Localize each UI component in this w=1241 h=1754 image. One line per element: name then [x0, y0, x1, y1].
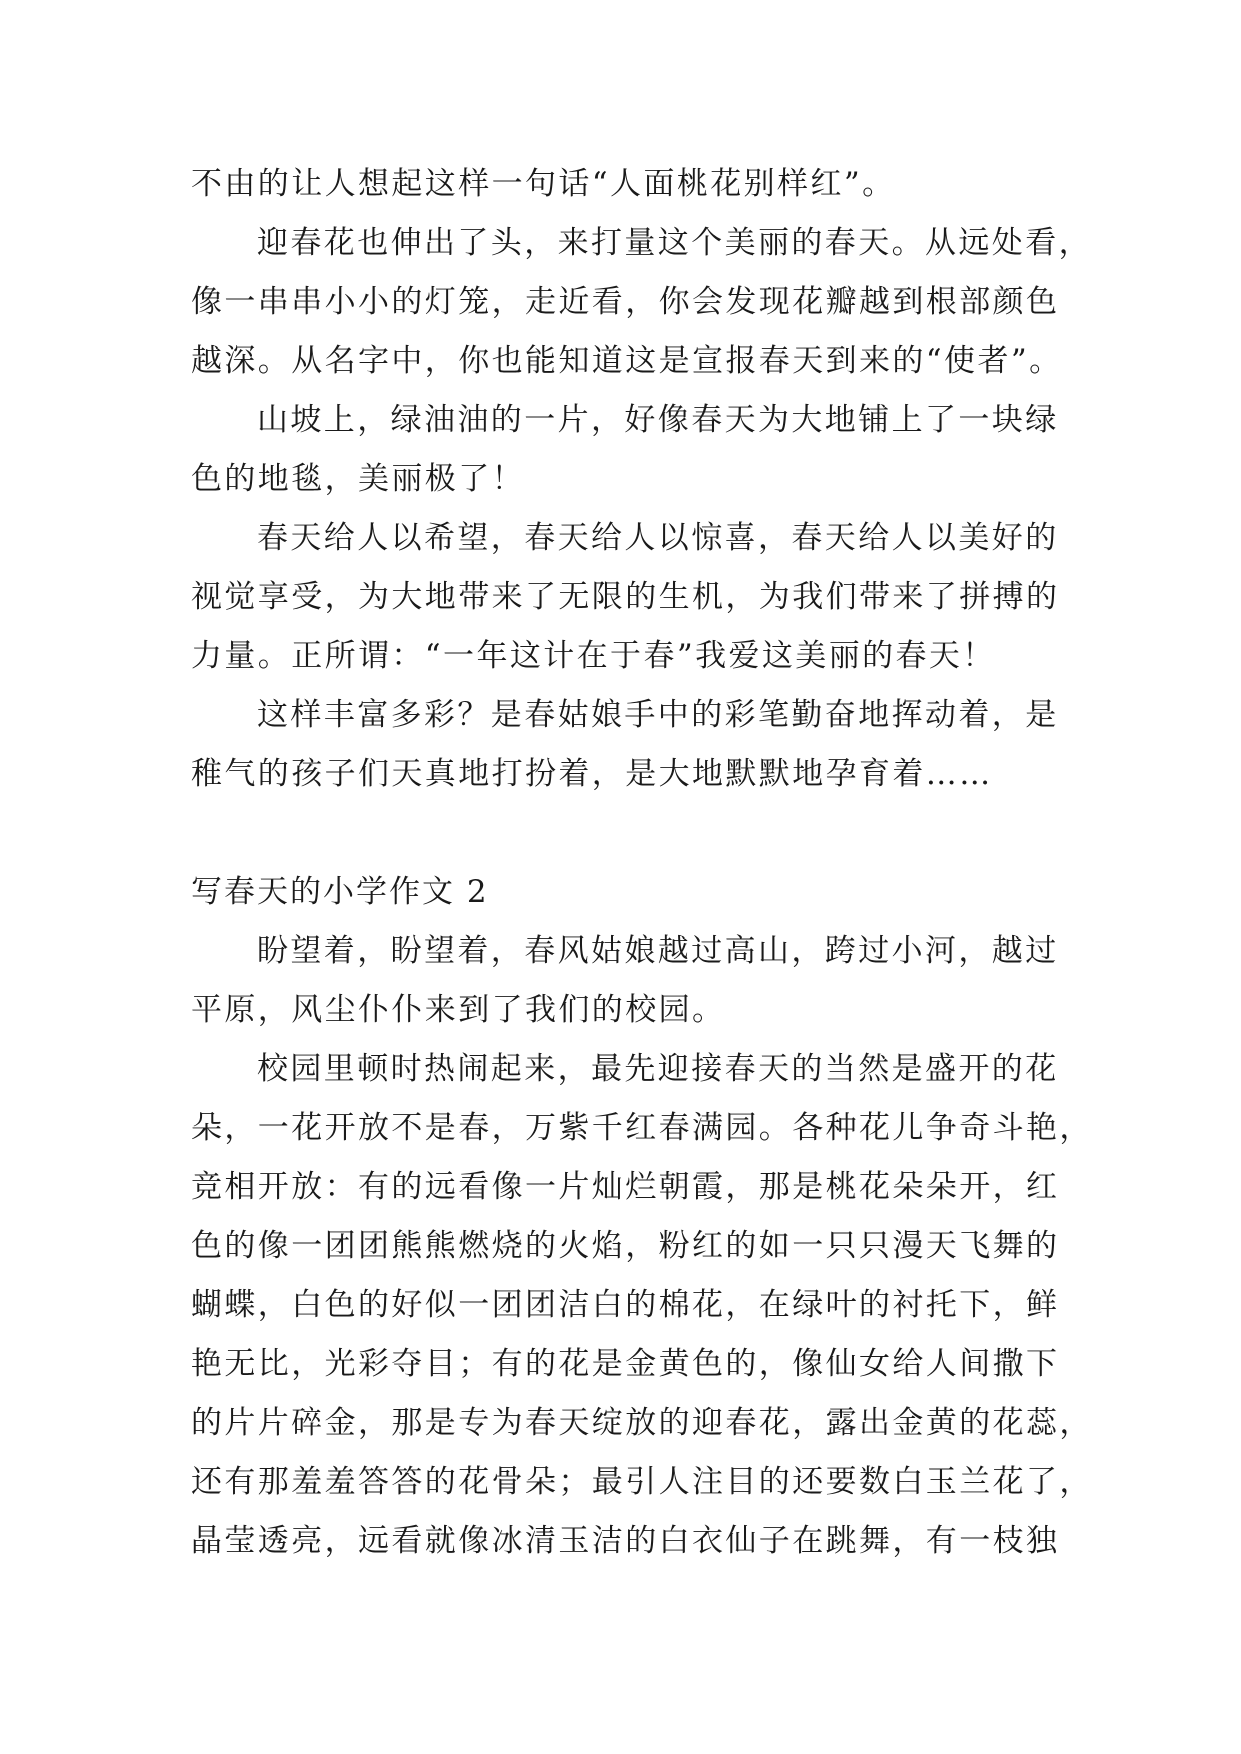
paragraph-line: 校园里顿时热闹起来，最先迎接春天的当然是盛开的花	[257, 1051, 1059, 1087]
paragraph-line: 盼望着，盼望着，春风姑娘越过高山，跨过小河，越过	[257, 933, 1059, 969]
paragraph-line: 越深。从名字中，你也能知道这是宣报春天到来的“使者”。	[191, 343, 1063, 379]
section-heading: 写春天的小学作文 2	[191, 874, 489, 910]
paragraph-line: 春天给人以希望，春天给人以惊喜，春天给人以美好的	[257, 520, 1059, 556]
paragraph-line: 还有那羞羞答答的花骨朵；最引人注目的还要数白玉兰花了，	[191, 1464, 1093, 1500]
paragraph-line: 朵，一花开放不是春，万紫千红春满园。各种花儿争奇斗艳，	[191, 1110, 1093, 1146]
paragraph-line: 稚气的孩子们天真地打扮着，是大地默默地孕育着……	[191, 756, 993, 792]
paragraph-line: 迎春花也伸出了头，来打量这个美丽的春天。从远处看，	[257, 225, 1092, 261]
paragraph-line: 像一串串小小的灯笼，走近看，你会发现花瓣越到根部颜色	[191, 284, 1060, 320]
section-spacer	[191, 804, 1061, 863]
paragraph-line: 蝴蝶，白色的好似一团团洁白的棉花，在绿叶的衬托下，鲜	[191, 1287, 1060, 1323]
paragraph-line: 艳无比，光彩夺目；有的花是金黄色的，像仙女给人间撒下	[191, 1346, 1060, 1382]
paragraph-line: 视觉享受，为大地带来了无限的生机，为我们带来了拼搏的	[191, 579, 1060, 615]
paragraph-line: 晶莹透亮，远看就像冰清玉洁的白衣仙子在跳舞，有一枝独	[191, 1523, 1060, 1559]
paragraph-line: 平原，风尘仆仆来到了我们的校园。	[191, 992, 726, 1028]
paragraph-line: 这样丰富多彩？是春姑娘手中的彩笔勤奋地挥动着，是	[257, 697, 1059, 733]
paragraph-line: 不由的让人想起这样一句话“人面桃花别样红”。	[191, 166, 896, 202]
paragraph-line: 的片片碎金，那是专为春天绽放的迎春花，露出金黄的花蕊，	[191, 1405, 1093, 1441]
paragraph-line: 竞相开放：有的远看像一片灿烂朝霞，那是桃花朵朵开，红	[191, 1169, 1060, 1205]
paragraph-line: 力量。正所谓：“一年这计在于春”我爱这美丽的春天！	[191, 638, 996, 674]
paragraph-line: 山坡上，绿油油的一片，好像春天为大地铺上了一块绿	[257, 402, 1059, 438]
document-page	[191, 155, 1093, 1571]
paragraph-line: 色的地毯，美丽极了！	[191, 461, 525, 497]
paragraph-line: 色的像一团团熊熊燃烧的火焰，粉红的如一只只漫天飞舞的	[191, 1228, 1060, 1264]
